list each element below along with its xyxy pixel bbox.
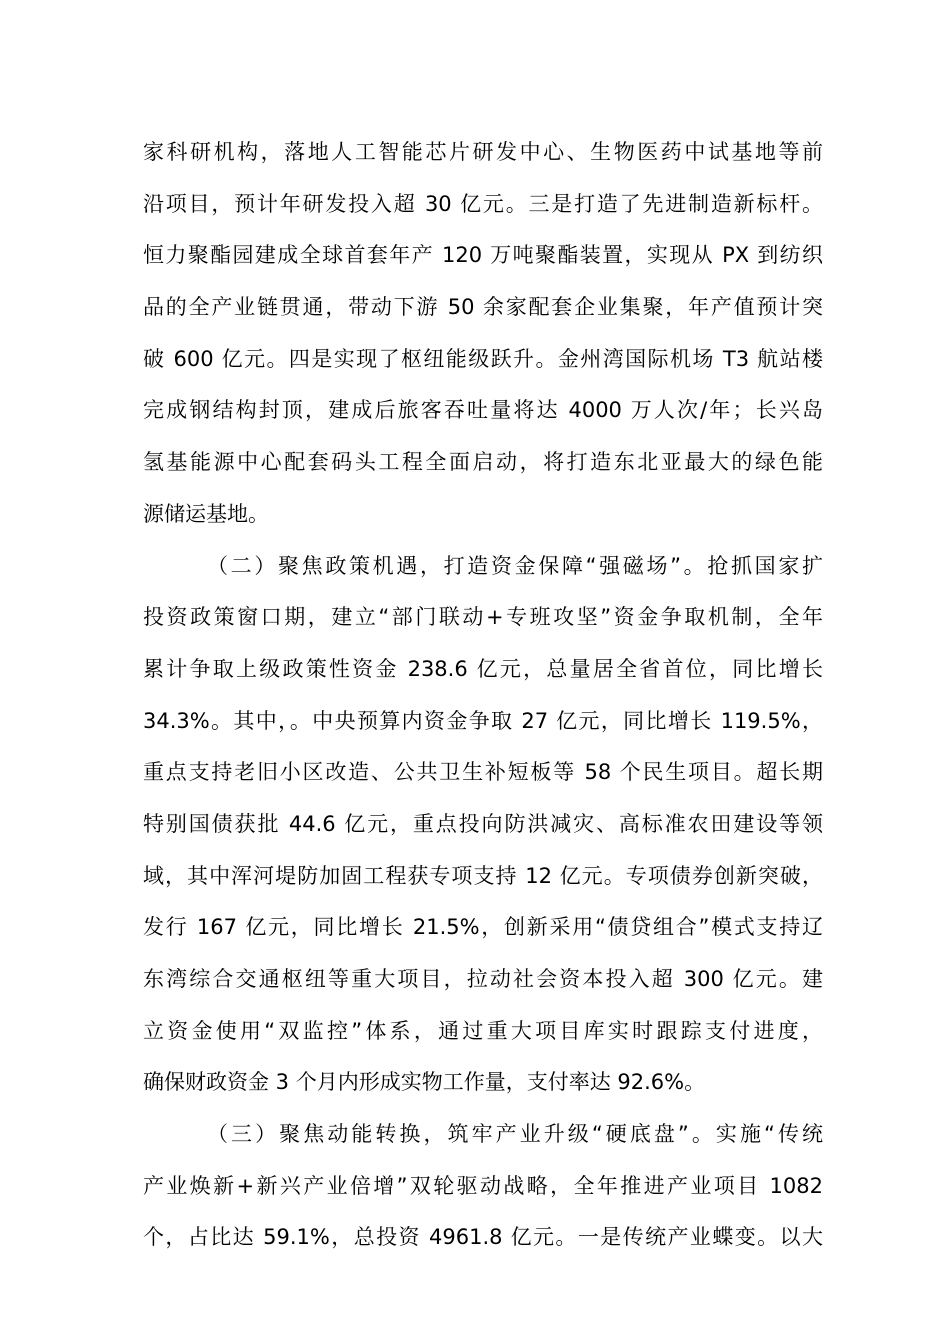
paragraph-first-line: （二）聚焦政策机遇，打造资金保障“强磁场”。抢抓国家扩 — [207, 553, 823, 578]
text-line: 发行 167 亿元，同比增长 21.5%，创新采用“债贷组合”模式支持辽 — [143, 915, 823, 940]
text-line: 投资政策窗口期，建立“部门联动+专班攻坚”资金争取机制，全年 — [143, 605, 823, 630]
text-line: 特别国债获批 44.6 亿元，重点投向防洪减灾、高标准农田建设等领 — [143, 811, 823, 836]
text-line: 确保财政资金 3 个月内形成实物工作量，支付率达 92.6%。 — [143, 1070, 706, 1095]
text-line: 完成钢结构封顶，建成后旅客吞吐量将达 4000 万人次/年；长兴岛 — [143, 398, 823, 423]
document-body — [143, 127, 823, 1264]
text-line: 恒力聚酯园建成全球首套年产 120 万吨聚酯装置，实现从 PX 到纺织 — [143, 243, 823, 268]
text-line: 家科研机构，落地人工智能芯片研发中心、生物医药中试基地等前 — [143, 140, 823, 164]
text-line: 品的全产业链贯通，带动下游 50 余家配套企业集聚，年产值预计突 — [143, 295, 823, 320]
text-line: 沿项目，预计年研发投入超 30 亿元。三是打造了先进制造新标杆。 — [143, 191, 823, 216]
text-line: 立资金使用“双监控”体系，通过重大项目库实时跟踪支付进度， — [143, 1018, 823, 1043]
text-line: 产业焕新+新兴产业倍增”双轮驱动战略，全年推进产业项目 1082 — [143, 1173, 823, 1198]
text-line: 个，占比达 59.1%，总投资 4961.8 亿元。一是传统产业蝶变。以大 — [143, 1225, 823, 1250]
text-line: 重点支持老旧小区改造、公共卫生补短板等 58 个民生项目。超长期 — [143, 760, 823, 785]
text-line: 域，其中浑河堤防加固工程获专项支持 12 亿元。专项债券创新突破， — [143, 863, 823, 888]
paragraph-first-line: （三）聚焦动能转换，筑牢产业升级“硬底盘”。实施“传统 — [207, 1122, 823, 1147]
text-line: 34.3%。其中，。中央预算内资金争取 27 亿元，同比增长 119.5%， — [143, 708, 823, 733]
text-line: 氢基能源中心配套码头工程全面启动，将打造东北亚最大的绿色能 — [143, 450, 823, 475]
text-line: 累计争取上级政策性资金 238.6 亿元，总量居全省首位，同比增长 — [143, 656, 823, 681]
text-line: 破 600 亿元。四是实现了枢纽能级跃升。金州湾国际机场 T3 航站楼 — [143, 346, 823, 371]
text-line: 源储运基地。 — [143, 501, 269, 526]
text-line: 东湾综合交通枢纽等重大项目，拉动社会资本投入超 300 亿元。建 — [143, 967, 823, 991]
